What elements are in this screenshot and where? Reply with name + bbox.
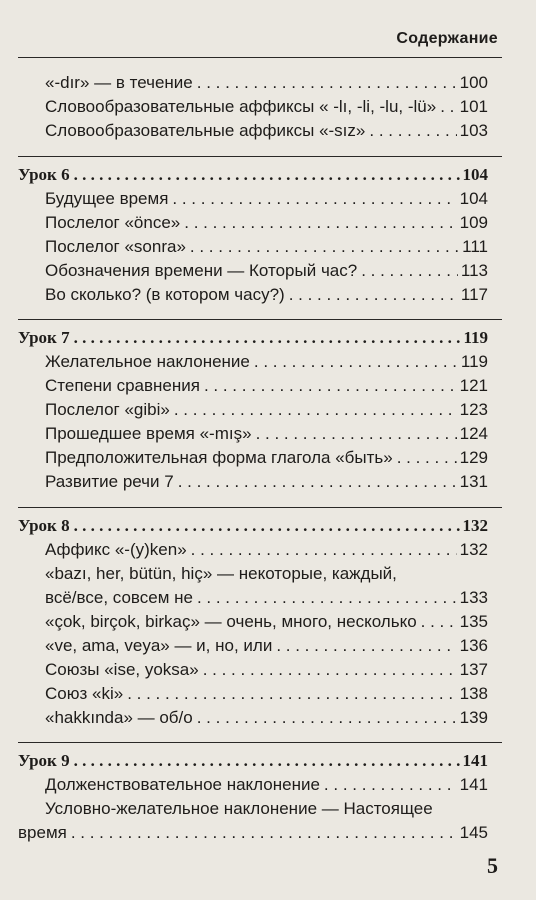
toc-entry	[0, 283, 536, 307]
lesson-title: Урок 8	[18, 516, 70, 535]
dot-leader	[440, 95, 456, 119]
lesson-page: 132	[462, 516, 488, 535]
entry-title: Желательное наклонение	[45, 352, 250, 371]
toc-entry	[0, 235, 536, 259]
toc-entry	[0, 610, 536, 634]
entry-page: 117	[460, 285, 488, 304]
entry-page: 124	[459, 424, 488, 443]
entry-page: 133	[459, 588, 488, 607]
dot-leader	[191, 538, 457, 562]
entry-title: Союз «ki»	[45, 684, 124, 703]
toc-entry	[0, 259, 536, 283]
entry-page: 136	[459, 636, 488, 655]
entry-title: Послелог «sonra»	[45, 237, 186, 256]
dot-leader	[74, 326, 461, 350]
entry-page: 119	[460, 352, 488, 371]
entry-page: 101	[459, 97, 488, 116]
entry-page: 109	[459, 213, 488, 232]
entry-page: 141	[459, 775, 488, 794]
entry-title: Словообразовательные аффиксы « -lı, -li, -lu, -lü»	[45, 97, 437, 116]
dot-leader	[174, 398, 457, 422]
toc-entry	[0, 422, 536, 446]
lesson-entry	[0, 326, 536, 350]
entry-title: «-dır» — в течение	[45, 73, 193, 92]
entry-title: Предположительная форма глагола «быть»	[45, 448, 393, 467]
dot-leader	[197, 586, 457, 610]
toc-entry	[0, 71, 536, 95]
toc-entry	[0, 374, 536, 398]
dot-leader	[324, 773, 457, 797]
dot-leader	[204, 374, 457, 398]
entry-title: Словообразовательные аффиксы «-sız»	[45, 121, 366, 140]
section-divider	[18, 507, 502, 508]
entry-title: Послелог «gibi»	[45, 400, 170, 419]
entry-title: всё/все, совсем не	[45, 588, 193, 607]
entry-title: Развитие речи 7	[45, 472, 174, 491]
entry-title: «ve, ama, veya» — и, но, или	[45, 636, 273, 655]
toc-entry-first-line	[0, 562, 536, 586]
dot-leader	[256, 422, 457, 446]
lesson-title: Урок 6	[18, 165, 70, 184]
dot-leader	[197, 71, 457, 95]
toc-entry	[0, 586, 536, 610]
entry-title: Союзы «ise, yoksa»	[45, 660, 199, 679]
entry-page: 104	[459, 189, 488, 208]
entry-page: 111	[462, 237, 488, 256]
entry-title: Степени сравнения	[45, 376, 200, 395]
entry-page: 123	[459, 400, 488, 419]
lesson-entry	[0, 163, 536, 187]
entry-page: 138	[459, 684, 488, 703]
lesson-title: Урок 7	[18, 328, 70, 347]
toc-entry	[0, 187, 536, 211]
entry-page: 100	[459, 73, 488, 92]
lesson-page: 104	[462, 165, 488, 184]
toc-entry	[0, 446, 536, 470]
entry-page: 103	[459, 121, 488, 140]
entry-page: 131	[459, 472, 488, 491]
dot-leader	[172, 187, 456, 211]
entry-title: «hakkında» — об/о	[45, 708, 193, 727]
entry-title: Будущее время	[45, 189, 169, 208]
toc-entry	[0, 773, 536, 797]
entry-page: 121	[459, 376, 488, 395]
header-title: Содержание	[396, 30, 498, 47]
header-rule	[18, 57, 502, 58]
entry-page: 135	[459, 612, 488, 631]
section-divider	[18, 319, 502, 320]
dot-leader	[254, 350, 458, 374]
section-divider	[18, 742, 502, 743]
dot-leader	[289, 283, 458, 307]
lesson-entry	[0, 514, 536, 538]
dot-leader	[421, 610, 457, 634]
dot-leader	[74, 163, 460, 187]
dot-leader	[203, 658, 457, 682]
entry-title: Долженствовательное наклонение	[45, 775, 320, 794]
toc-entry	[0, 470, 536, 494]
entry-page: 137	[459, 660, 488, 679]
dot-leader	[71, 821, 457, 845]
toc-entry	[0, 211, 536, 235]
entry-title: Аффикс «-(y)ken»	[45, 540, 187, 559]
toc-entry	[0, 119, 536, 143]
entry-title: Обозначения времени — Который час?	[45, 261, 358, 280]
dot-leader	[190, 235, 459, 259]
toc-entry	[0, 706, 536, 730]
dot-leader	[178, 470, 457, 494]
entry-title: «bazı, her, bütün, hiç» — некоторые, каждый,	[45, 564, 397, 583]
dot-leader	[74, 749, 460, 773]
toc-entry	[0, 350, 536, 374]
dot-leader	[369, 119, 456, 143]
page-number: 5	[487, 853, 498, 878]
dot-leader	[276, 634, 456, 658]
lesson-entry	[0, 749, 536, 773]
toc-entry-first-line	[0, 797, 536, 821]
section-divider	[18, 156, 502, 157]
entry-title: Послелог «önce»	[45, 213, 181, 232]
entry-title: Прошедшее время «-mış»	[45, 424, 252, 443]
toc-entry	[0, 538, 536, 562]
dot-leader	[397, 446, 457, 470]
dot-leader	[127, 682, 456, 706]
toc-entry	[0, 658, 536, 682]
entry-title: «çok, birçok, birkaç» — очень, много, несколько	[45, 612, 417, 631]
dot-leader	[361, 259, 458, 283]
toc-entry	[0, 821, 536, 845]
lesson-title: Урок 9	[18, 751, 70, 770]
toc-entry	[0, 682, 536, 706]
entry-page: 139	[459, 708, 488, 727]
entry-page: 113	[460, 261, 488, 280]
entry-title: Во сколько? (в котором часу?)	[45, 285, 285, 304]
toc-entry	[0, 634, 536, 658]
entry-page: 129	[459, 448, 488, 467]
toc-entry	[0, 95, 536, 119]
entry-page: 145	[459, 823, 488, 842]
lesson-page: 141	[462, 751, 488, 770]
entry-page: 132	[459, 540, 488, 559]
toc-entry	[0, 398, 536, 422]
entry-title: время	[18, 823, 67, 842]
entry-title: Условно-желательное наклонение — Настоящее	[45, 799, 433, 818]
dot-leader	[74, 514, 460, 538]
dot-leader	[197, 706, 457, 730]
dot-leader	[184, 211, 456, 235]
lesson-page: 119	[463, 328, 488, 347]
